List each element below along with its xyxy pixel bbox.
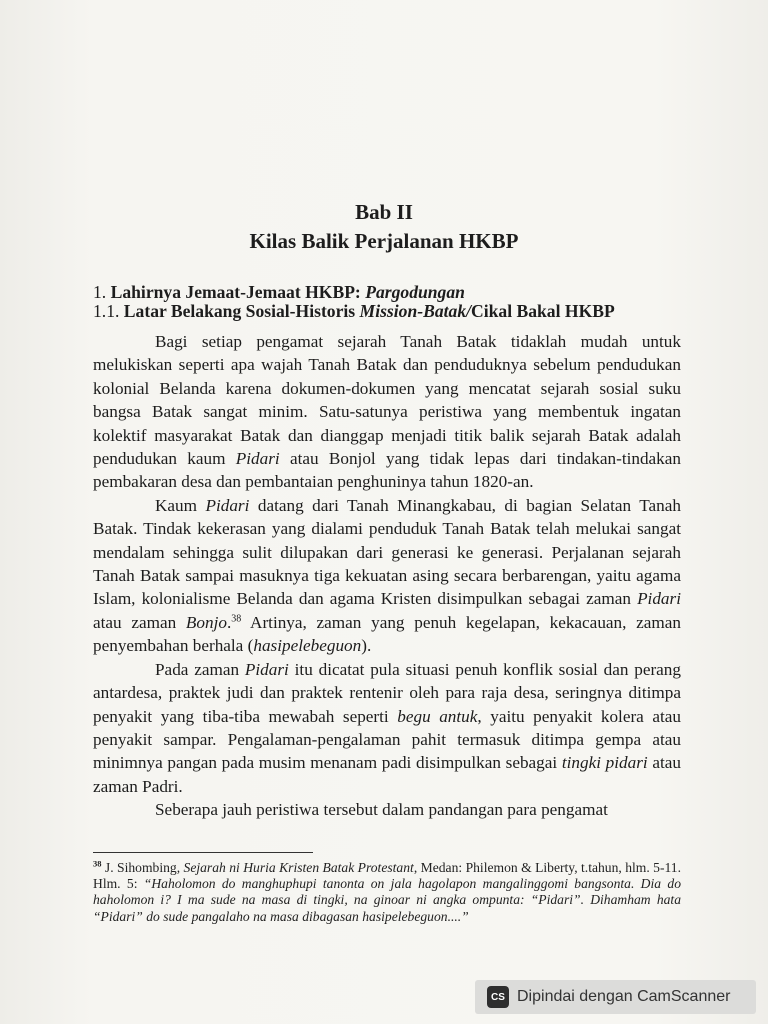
- section-1-1-number: 1.1.: [93, 301, 120, 321]
- footnote-number: 38: [93, 858, 102, 869]
- footnote-ref: 38: [231, 613, 242, 625]
- chapter-number: Bab II: [355, 200, 413, 224]
- footnote: $^{38}$ J. Sihombing, Sejarah ni Huria Kristen Batak Protestant, Medan: Philemon & Liberty, t.tahun, hlm. 5-11. Hlm. 5: “Haholomon do manghuphupi tanonta on jala hagolapon mangalinggomi bangsonta. Dia do haholomon i? I ma sude na masa di tingki, na ginoar ni angka ompunta: “Pidari”. Dihamham hata “Pidari” do sude pangalaho na masa dibagasan hasipelebeguon....”: [93, 858, 681, 924]
- paragraph-1: Bagi setiap pengamat sejarah Tanah Batak tidaklah mudah untuk melukiskan seperti apa wajah Tanah Batak dan penduduknya sebelum pendudukan kolonial Belanda karena dokumen-dokumen yang mencatat sejarah sosial suku bangsa Batak sangat minim. Satu-satunya peristiwa yang membentuk ingatan kolektif masyarakat Batak dan dianggap menjadi titik balik sejarah Batak adalah pendudukan kaum Pidari atau Bonjol yang tidak lepas dari tindakan-tindakan pembakaran desa dan pembantaian penghuninya tahun 1820-an.: [93, 332, 681, 492]
- section-1-text: Lahirnya Jemaat-Jemaat HKBP: Pargodungan: [110, 282, 465, 302]
- paragraph-4: Seberapa jauh peristiwa tersebut dalam pandangan para pengamat: [155, 800, 608, 820]
- section-1-number: 1.: [93, 282, 107, 302]
- camscanner-logo-icon: CS: [487, 986, 509, 1008]
- section-1-1-italic: Mission-Batak: [359, 301, 467, 321]
- body-text: [93, 330, 681, 822]
- footnote-divider: [93, 852, 313, 853]
- section-1-italic: Pargodungan: [365, 282, 465, 302]
- paragraph-2: Kaum Pidari datang dari Tanah Minangkabau, di bagian Selatan Tanah Batak. Tindak kekerasan yang dialami penduduk Tanah Batak telah melukai sangat mendalam sehingga sulit dilupakan dari generasi ke generasi. Perjalanan sejarah Tanah Batak sampai masuknya tiga kekuatan asing secara berbarengan, yaitu agama Islam, kolonialisme Belanda dan agama Kristen disimpulkan sebagai zaman Pidari atau zaman Bonjo.$^{38}$ Artinya, zaman yang penuh kegelapan, kekacauan, zaman penyembahan berhala (hasipelebeguon).: [93, 495, 681, 656]
- paragraph-3: Pada zaman Pidari itu dicatat pula situasi penuh konflik sosial dan perang antardesa, praktek judi dan praktek rentenir oleh para raja desa, seringnya ditimpa penyakit yang tiba-tiba mewabah seperti begu antuk, yaitu penyakit kolera atau penyakit sampar. Pengalaman-pengalaman pahit termasuk ditimpa gempa atau minimnya pangan pada musim menanam padi disimpulkan sebagai tingki pidari atau zaman Padri.: [93, 659, 681, 796]
- chapter-title: Kilas Balik Perjalanan HKBP: [249, 229, 519, 253]
- camscanner-watermark: [475, 980, 756, 1014]
- section-heading-1-1: [93, 301, 615, 322]
- section-1-1-text: Latar Belakang Sosial-Historis Mission-Batak/Cikal Bakal HKBP: [123, 301, 615, 321]
- watermark-text: Dipindai dengan CamScanner: [517, 988, 731, 1005]
- section-heading-1: [93, 282, 465, 303]
